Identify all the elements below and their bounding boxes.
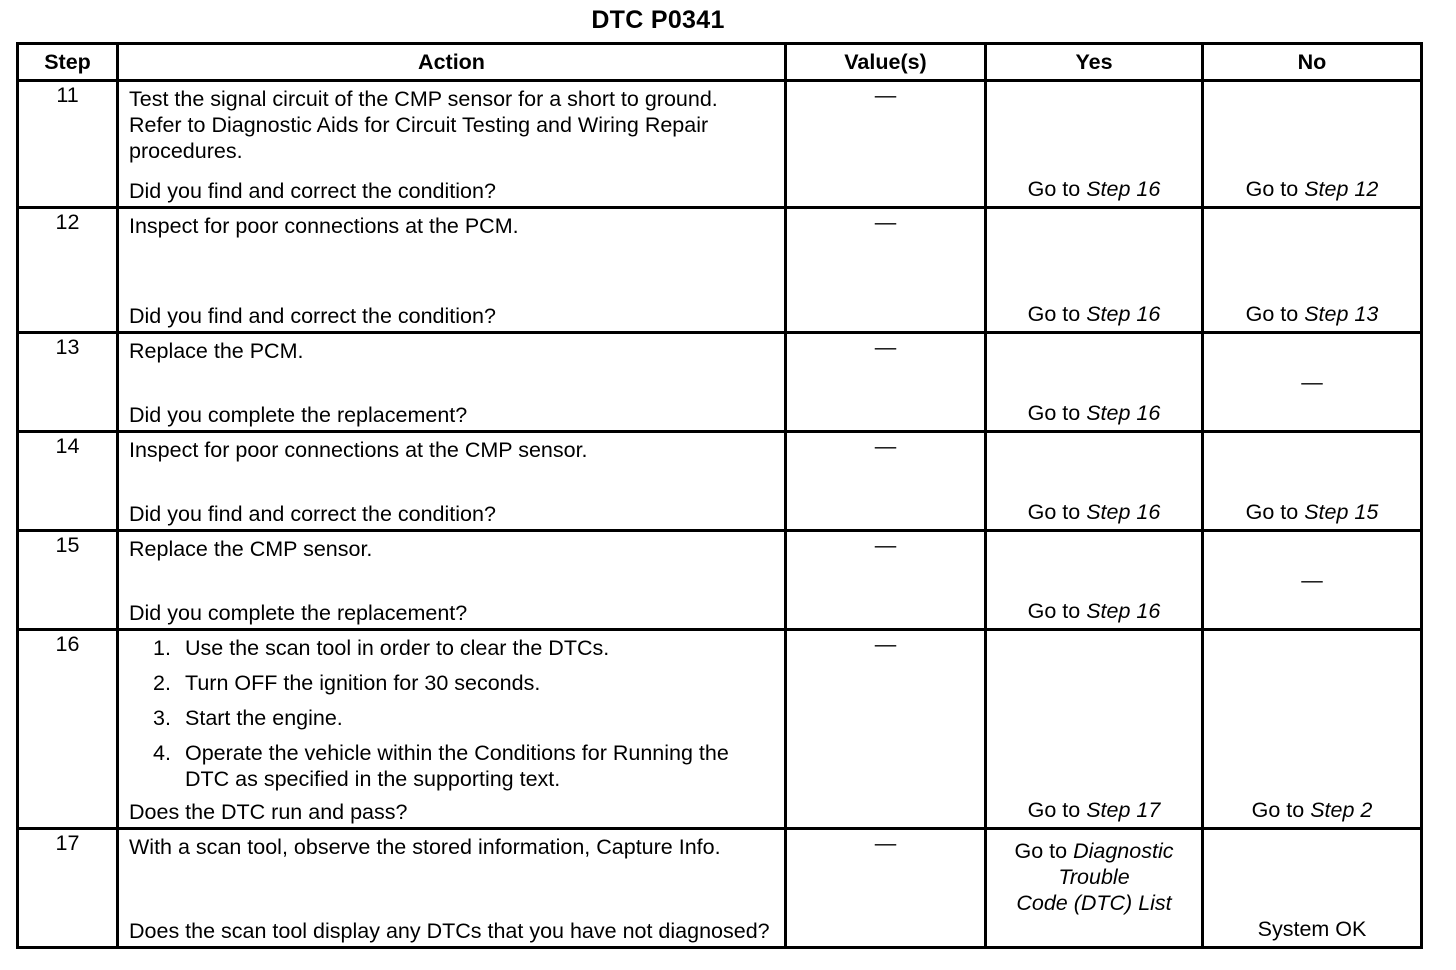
yes-cell [986,829,1203,948]
list-item-number: 2. [153,671,171,695]
action-question: Did you find and correct the condition? [129,502,496,526]
yes-cell [986,531,1203,630]
yes-cell [986,208,1203,333]
action-question: Does the scan tool display any DTCs that you have not diagnosed? [129,919,770,943]
no-prefix: Go to [1245,177,1299,201]
yes-step-ref: Step 16 [1086,500,1161,524]
action-cell [118,432,786,531]
action-text: Replace the CMP sensor. [129,537,373,561]
action-text: Inspect for poor connections at the CMP sensor. [129,438,588,462]
yes-cell [986,333,1203,432]
yes-prefix: Go to [1027,599,1081,623]
action-text: Replace the PCM. [129,339,304,363]
list-item-text: Start the engine. [185,706,343,730]
no-cell [1203,333,1422,432]
no-prefix: Go to [1245,302,1299,326]
yes-step-ref: Step 16 [1086,177,1161,201]
value-cell: — [786,531,986,630]
yes-prefix: Go to [1027,500,1081,524]
action-cell [118,829,786,948]
yes-prefix: Go to [1027,302,1081,326]
no-link[interactable] [1204,176,1420,202]
procedure-list [129,635,776,792]
yes-step-ref: Step 16 [1086,401,1161,425]
action-question: Did you complete the replacement? [129,601,468,625]
action-cell [118,333,786,432]
no-cell [1203,531,1422,630]
list-item-number: 3. [153,706,171,730]
yes-link[interactable] [987,499,1201,525]
table-row [18,333,1422,432]
value-cell: — [786,829,986,948]
list-item-number: 4. [153,741,171,765]
yes-step-ref: Step 16 [1086,599,1161,623]
no-prefix: Go to [1245,500,1299,524]
action-cell [118,81,786,208]
value-cell: — [786,208,986,333]
no-result[interactable]: System OK [1257,917,1367,941]
action-question: Did you find and correct the condition? [129,179,496,203]
no-link[interactable] [1204,301,1420,327]
list-item [153,670,776,696]
no-cell [1203,630,1422,829]
step-number: 16 [18,630,118,829]
header-no: No [1203,44,1422,81]
header-yes: Yes [986,44,1203,81]
yes-step-ref: Step 17 [1086,798,1161,822]
step-number: 17 [18,829,118,948]
no-link[interactable] [1204,499,1420,525]
yes-prefix: Go to [1027,798,1081,822]
yes-link[interactable] [987,797,1201,823]
list-item-text: Turn OFF the ignition for 30 seconds. [185,671,541,695]
yes-step-ref: Step 16 [1086,302,1161,326]
table-row [18,208,1422,333]
list-item [153,740,776,792]
no-link[interactable] [1204,797,1420,823]
header-action: Action [118,44,786,81]
no-step-ref: Step 13 [1304,302,1379,326]
no-step-ref: Step 2 [1310,798,1373,822]
yes-ref-line: Code (DTC) List [1016,891,1172,915]
action-cell [118,630,786,829]
list-item-text: Operate the vehicle within the Conditions for Running the DTC as specified in the supporting text. [185,741,729,791]
yes-link[interactable] [987,400,1201,426]
action-text: With a scan tool, observe the stored information, Capture Info. [129,835,721,859]
yes-cell [986,81,1203,208]
no-cell [1203,432,1422,531]
page-title: DTC P0341 [591,6,725,34]
yes-cell [986,432,1203,531]
step-number: 15 [18,531,118,630]
list-item [153,705,776,731]
value-cell: — [786,432,986,531]
action-cell [118,208,786,333]
step-number: 13 [18,333,118,432]
header-values: Value(s) [786,44,986,81]
no-value: — [1301,370,1323,394]
value-cell: — [786,630,986,829]
yes-link[interactable] [987,838,1201,916]
table-row [18,81,1422,208]
yes-prefix: Go to [1014,839,1068,863]
action-question: Did you complete the replacement? [129,403,468,427]
yes-link[interactable] [987,598,1201,624]
yes-ref-line: Trouble [1058,865,1130,889]
action-question: Did you find and correct the condition? [129,304,496,328]
list-item-number: 1. [153,636,171,660]
header-step: Step [18,44,118,81]
yes-link[interactable] [987,301,1201,327]
table-row [18,432,1422,531]
diagnostic-table [16,42,1423,949]
yes-cell [986,630,1203,829]
yes-link[interactable] [987,176,1201,202]
table-row [18,531,1422,630]
table-row [18,829,1422,948]
step-number: 11 [18,81,118,208]
no-cell [1203,81,1422,208]
no-step-ref: Step 15 [1304,500,1379,524]
header-row [18,44,1422,81]
yes-ref-line: Diagnostic [1073,839,1174,863]
action-text: Inspect for poor connections at the PCM. [129,214,519,238]
yes-prefix: Go to [1027,401,1081,425]
no-cell [1203,829,1422,948]
table-row [18,630,1422,829]
no-cell [1203,208,1422,333]
no-value: — [1301,568,1323,592]
value-cell: — [786,81,986,208]
no-prefix: Go to [1251,798,1305,822]
action-cell [118,531,786,630]
action-question: Does the DTC run and pass? [129,800,408,824]
list-item-text: Use the scan tool in order to clear the DTCs. [185,636,610,660]
no-step-ref: Step 12 [1304,177,1379,201]
list-item [153,635,776,661]
action-text: Test the signal circuit of the CMP sensor for a short to ground. Refer to Diagnostic Aids for Circuit Testing and Wiring Repair procedures. [129,87,718,163]
step-number: 14 [18,432,118,531]
yes-prefix: Go to [1027,177,1081,201]
value-cell: — [786,333,986,432]
step-number: 12 [18,208,118,333]
